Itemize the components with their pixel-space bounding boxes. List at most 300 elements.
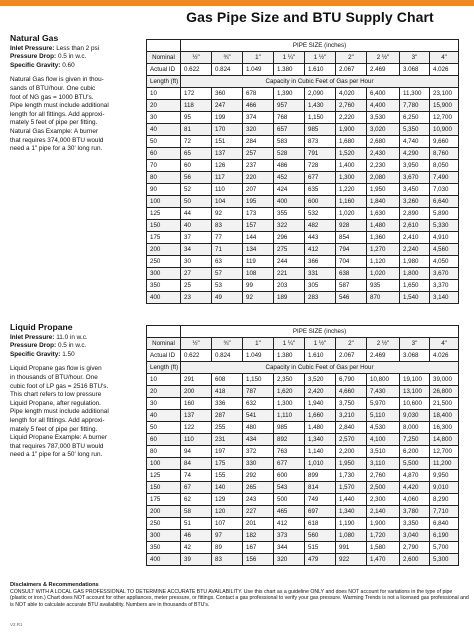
capacity-cell: 151: [212, 136, 243, 148]
capacity-cell: 372: [243, 446, 274, 458]
capacity-cell: 7,780: [400, 100, 430, 112]
capacity-cell: 40: [181, 220, 212, 232]
description-line: need a 1" pipe for a 30' long run.: [10, 145, 103, 153]
nominal-cell: ½": [181, 338, 212, 350]
capacity-cell: 4,740: [400, 136, 430, 148]
capacity-cell: 46: [181, 530, 212, 542]
capacity-cell: 201: [243, 518, 274, 530]
capacity-cell: 583: [274, 136, 305, 148]
capacity-cell: 107: [212, 518, 243, 530]
capacity-cell: 635: [305, 184, 336, 196]
description-line: length for all fittings. Add approxi-: [10, 110, 105, 118]
nominal-cell: 1 ¼": [274, 338, 305, 350]
length-cell: 175: [147, 494, 181, 506]
capacity-cell: 134: [243, 244, 274, 256]
capacity-cell: 172: [181, 88, 212, 100]
capacity-cell: 870: [367, 292, 400, 304]
spec-value: Less than 2 psi: [56, 44, 100, 52]
description-line: foot of NG gas = 1000 BTU's.: [10, 93, 94, 101]
capacity-cell: 247: [212, 100, 243, 112]
capacity-cell: 39: [181, 554, 212, 566]
capacity-cell: 480: [243, 422, 274, 434]
capacity-cell: 6,840: [430, 518, 459, 530]
capacity-cell: 11,200: [430, 458, 459, 470]
capacity-cell: 2,570: [336, 434, 367, 446]
description-line: Liquid Propane Example: A burner: [10, 434, 107, 442]
description-line: mately 5 feet of pipe per fitting.: [10, 425, 98, 433]
capacity-cell: 412: [305, 244, 336, 256]
description-line: Pipe length must include additional: [10, 102, 109, 110]
capacity-cell: 4,660: [336, 386, 367, 398]
description-line: length for all fittings. Add approxi-: [10, 416, 105, 424]
capacity-cell: 3,260: [400, 196, 430, 208]
capacity-cell: 157: [243, 220, 274, 232]
capacity-cell: 3,780: [400, 506, 430, 518]
capacity-cell: 1,480: [305, 422, 336, 434]
capacity-cell: 2,610: [400, 220, 430, 232]
table-row: [147, 112, 459, 124]
spec-label: Inlet Pressure:: [10, 44, 55, 52]
capacity-cell: 203: [274, 280, 305, 292]
actual-id-cell: 1.610: [305, 64, 336, 76]
table-row: [147, 470, 459, 482]
length-cell: 125: [147, 470, 181, 482]
capacity-cell: 704: [336, 256, 367, 268]
capacity-cell: 3,530: [367, 112, 400, 124]
nominal-cell: 2 ½": [367, 338, 400, 350]
capacity-cell: 482: [305, 220, 336, 232]
capacity-cell: 265: [243, 482, 274, 494]
capacity-cell: 763: [274, 446, 305, 458]
table-row: [147, 196, 459, 208]
capacity-cell: 11,300: [400, 88, 430, 100]
nominal-cell: 2": [336, 52, 367, 64]
table-row: [147, 446, 459, 458]
capacity-cell: 63: [212, 256, 243, 268]
capacity-cell: 854: [336, 232, 367, 244]
capacity-cell: 2,430: [367, 148, 400, 160]
capacity-cell: 50: [181, 196, 212, 208]
capacity-cell: 72: [181, 136, 212, 148]
empty-cell: [147, 326, 181, 338]
capacity-cell: 8,760: [430, 148, 459, 160]
capacity-cell: 104: [212, 196, 243, 208]
length-cell: 10: [147, 374, 181, 386]
capacity-cell: 1,010: [305, 458, 336, 470]
capacity-cell: 126: [212, 160, 243, 172]
natural-gas-heading: Natural Gas: [10, 33, 59, 43]
capacity-cell: 283: [305, 292, 336, 304]
capacity-cell: 275: [274, 244, 305, 256]
spec-label: Specific Gravity:: [10, 350, 61, 358]
length-cell: 100: [147, 458, 181, 470]
capacity-cell: 1,140: [305, 446, 336, 458]
length-cell: 125: [147, 208, 181, 220]
disclaimer: [10, 582, 470, 608]
capacity-cell: 6,640: [430, 196, 459, 208]
spec-line: [10, 53, 138, 62]
length-cell: 300: [147, 530, 181, 542]
capacity-cell: 1,300: [274, 398, 305, 410]
capacity-cell: 1,620: [274, 386, 305, 398]
capacity-cell: 8,050: [430, 160, 459, 172]
description-line: Liquid Propane, after regulation.: [10, 399, 101, 407]
table-row: [147, 292, 459, 304]
capacity-cell: 500: [274, 494, 305, 506]
nominal-cell: 1 ¼": [274, 52, 305, 64]
length-cell: 300: [147, 268, 181, 280]
capacity-cell: 10,600: [400, 398, 430, 410]
description-line: Pipe length must include additional: [10, 408, 109, 416]
capacity-cell: 65: [181, 148, 212, 160]
length-cell: 30: [147, 398, 181, 410]
actual-id-cell: 4.026: [430, 350, 459, 362]
capacity-cell: 19,100: [400, 374, 430, 386]
description-line: sands of BTU/hour. One cubic: [10, 84, 96, 92]
capacity-cell: 3,020: [367, 124, 400, 136]
spec-value: 0.5 in w.c.: [57, 342, 87, 350]
capacity-cell: 360: [212, 88, 243, 100]
capacity-cell: 928: [336, 220, 367, 232]
capacity-cell: 985: [274, 422, 305, 434]
length-cell: 150: [147, 220, 181, 232]
capacity-cell: 122: [181, 422, 212, 434]
length-cell: 400: [147, 554, 181, 566]
capacity-cell: 62: [181, 494, 212, 506]
capacity-cell: 2,240: [400, 244, 430, 256]
table-row: [147, 398, 459, 410]
actual-id-cell: 3.068: [400, 64, 430, 76]
length-cell: 350: [147, 542, 181, 554]
capacity-cell: 935: [367, 280, 400, 292]
capacity-cell: 25: [181, 280, 212, 292]
capacity-cell: 10,900: [430, 124, 459, 136]
capacity-cell: 452: [274, 172, 305, 184]
table-row: [147, 280, 459, 292]
capacity-cell: 10,800: [367, 374, 400, 386]
capacity-cell: 677: [274, 458, 305, 470]
pipe-size-label: PIPE SIZE (inches): [181, 326, 459, 338]
capacity-cell: 3,110: [367, 458, 400, 470]
capacity-cell: 15,900: [430, 100, 459, 112]
length-cell: 30: [147, 112, 181, 124]
capacity-cell: 26,800: [430, 386, 459, 398]
capacity-cell: 155: [212, 470, 243, 482]
capacity-cell: 16,300: [430, 422, 459, 434]
capacity-cell: 1,020: [336, 208, 367, 220]
capacity-cell: 2,230: [367, 160, 400, 172]
capacity-cell: 443: [305, 232, 336, 244]
capacity-cell: 587: [336, 280, 367, 292]
capacity-cell: 1,540: [400, 292, 430, 304]
capacity-cell: 1,360: [367, 232, 400, 244]
capacity-cell: 1,160: [336, 196, 367, 208]
capacity-cell: 34: [181, 244, 212, 256]
capacity-cell: 257: [243, 148, 274, 160]
spec-line: [10, 45, 138, 54]
nominal-cell: 3": [400, 338, 430, 350]
capacity-cell: 2,840: [336, 422, 367, 434]
liquid-propane-description: [10, 365, 138, 460]
capacity-cell: 5,500: [400, 458, 430, 470]
length-cell: 60: [147, 434, 181, 446]
capacity-cell: 728: [305, 160, 336, 172]
nominal-cell: 2 ½": [367, 52, 400, 64]
capacity-cell: 14,800: [430, 434, 459, 446]
nominal-cell: 3": [400, 52, 430, 64]
actual-id-cell: 3.068: [400, 350, 430, 362]
capacity-cell: 3,210: [336, 410, 367, 422]
table-row: [147, 220, 459, 232]
capacity-cell: 207: [243, 184, 274, 196]
spec-value: 11.0 in w.c.: [56, 333, 88, 341]
nominal-cell: 4": [430, 52, 459, 64]
length-cell: 20: [147, 100, 181, 112]
nominal-label: Nominal: [147, 338, 181, 350]
table-row: [147, 160, 459, 172]
capacity-cell: 2,140: [367, 506, 400, 518]
capacity-cell: 1,950: [367, 184, 400, 196]
capacity-cell: 296: [274, 232, 305, 244]
capacity-cell: 1,080: [336, 530, 367, 542]
capacity-cell: 677: [305, 172, 336, 184]
capacity-cell: 81: [181, 124, 212, 136]
capacity-cell: 366: [305, 256, 336, 268]
capacity-cell: 6,200: [400, 446, 430, 458]
capacity-cell: 167: [243, 542, 274, 554]
capacity-cell: 424: [274, 184, 305, 196]
capacity-cell: 3,750: [336, 398, 367, 410]
capacity-cell: 899: [305, 470, 336, 482]
capacity-cell: 3,370: [430, 280, 459, 292]
capacity-cell: 749: [305, 494, 336, 506]
length-cell: 175: [147, 232, 181, 244]
capacity-cell: 30: [181, 256, 212, 268]
spec-label: Specific Gravity:: [10, 61, 61, 69]
capacity-cell: 175: [212, 458, 243, 470]
capacity-cell: 7,250: [400, 434, 430, 446]
capacity-cell: 1,150: [305, 112, 336, 124]
capacity-cell: 5,330: [430, 220, 459, 232]
capacity-cell: 4,910: [430, 232, 459, 244]
liquid-propane-specs: [10, 334, 138, 360]
capacity-cell: 173: [243, 208, 274, 220]
capacity-cell: 1,440: [336, 494, 367, 506]
capacity-cell: 1,390: [274, 88, 305, 100]
table-row: [147, 184, 459, 196]
length-cell: 250: [147, 256, 181, 268]
capacity-cell: 200: [181, 386, 212, 398]
length-cell: 80: [147, 446, 181, 458]
table-row: [147, 136, 459, 148]
capacity-cell: 94: [181, 446, 212, 458]
table-row: [147, 422, 459, 434]
capacity-cell: 957: [274, 100, 305, 112]
capacity-cell: 60: [181, 160, 212, 172]
capacity-cell: 160: [181, 398, 212, 410]
actual-id-cell: 4.026: [430, 64, 459, 76]
description-line: cubic foot of LP gas = 2516 BTU's.: [10, 382, 109, 390]
capacity-cell: 170: [212, 124, 243, 136]
capacity-cell: 92: [243, 292, 274, 304]
liquid-propane-heading: Liquid Propane: [10, 322, 73, 332]
table-row: [147, 172, 459, 184]
capacity-cell: 144: [243, 232, 274, 244]
table-row: [147, 386, 459, 398]
capacity-cell: 244: [274, 256, 305, 268]
table-row: [147, 506, 459, 518]
actual-id-label: Actual ID: [147, 350, 181, 362]
capacity-cell: 543: [274, 482, 305, 494]
empty-cell: [147, 40, 181, 52]
capacity-cell: 118: [181, 100, 212, 112]
capacity-cell: 541: [243, 410, 274, 422]
capacity-cell: 287: [212, 410, 243, 422]
capacity-cell: 71: [212, 244, 243, 256]
actual-id-cell: 0.824: [212, 64, 243, 76]
capacity-cell: 1,980: [400, 256, 430, 268]
pipe-size-header-row: [147, 40, 459, 52]
length-cell: 40: [147, 410, 181, 422]
disclaimer-heading: Disclaimers & Recommendations: [10, 582, 99, 588]
capacity-cell: 39,000: [430, 374, 459, 386]
description-line: Natural Gas flow is given in thou-: [10, 76, 104, 84]
capacity-cell: 787: [243, 386, 274, 398]
capacity-cell: 284: [243, 136, 274, 148]
capacity-cell: 53: [212, 280, 243, 292]
capacity-cell: 922: [336, 554, 367, 566]
capacity-cell: 1,340: [336, 506, 367, 518]
length-cell: 200: [147, 506, 181, 518]
capacity-cell: 292: [243, 470, 274, 482]
capacity-cell: 51: [181, 518, 212, 530]
actual-id-label: Actual ID: [147, 64, 181, 76]
length-cell: 200: [147, 244, 181, 256]
description-line: Natural Gas Example: A burner: [10, 127, 99, 135]
capacity-cell: 12,700: [430, 112, 459, 124]
capacity-cell: 1,570: [336, 482, 367, 494]
actual-id-cell: 2.469: [367, 350, 400, 362]
capacity-cell: 4,290: [400, 148, 430, 160]
length-label: Length (ft): [147, 362, 181, 374]
capacity-cell: 1,020: [367, 268, 400, 280]
capacity-cell: 23,100: [430, 88, 459, 100]
nominal-cell: 1": [243, 338, 274, 350]
table-row: [147, 542, 459, 554]
capacity-cell: 528: [274, 148, 305, 160]
description-line: that requires 374,000 BTU would: [10, 136, 104, 144]
spec-value: 1.50: [62, 350, 75, 358]
capacity-cell: 322: [274, 220, 305, 232]
capacity-cell: 1,940: [305, 398, 336, 410]
capacity-cell: 4,870: [400, 470, 430, 482]
nominal-row: [147, 338, 459, 350]
spec-line: [10, 62, 138, 71]
pipe-size-label: PIPE SIZE (inches): [181, 40, 459, 52]
capacity-cell: 119: [243, 256, 274, 268]
capacity-cell: 291: [181, 374, 212, 386]
capacity-cell: 2,410: [400, 232, 430, 244]
capacity-cell: 373: [274, 530, 305, 542]
capacity-cell: 412: [274, 518, 305, 530]
actual-id-cell: 1.380: [274, 64, 305, 76]
capacity-cell: 466: [243, 100, 274, 112]
capacity-cell: 305: [305, 280, 336, 292]
capacity-cell: 1,840: [367, 196, 400, 208]
capacity-cell: 400: [274, 196, 305, 208]
capacity-cell: 255: [212, 422, 243, 434]
capacity-cell: 12,700: [430, 446, 459, 458]
capacity-cell: 237: [243, 160, 274, 172]
table-row: [147, 124, 459, 136]
capacity-cell: 479: [305, 554, 336, 566]
capacity-cell: 3,510: [367, 446, 400, 458]
length-cell: 100: [147, 196, 181, 208]
capacity-cell: 768: [274, 112, 305, 124]
actual-id-cell: 1.610: [305, 350, 336, 362]
capacity-cell: 120: [212, 506, 243, 518]
actual-id-cell: 1.049: [243, 64, 274, 76]
capacity-cell: 2,600: [400, 554, 430, 566]
capacity-cell: 991: [336, 542, 367, 554]
capacity-cell: 4,420: [400, 482, 430, 494]
capacity-cell: 3,520: [305, 374, 336, 386]
capacity-cell: 1,480: [367, 220, 400, 232]
capacity-cell: 892: [274, 434, 305, 446]
nominal-cell: 1 ½": [305, 338, 336, 350]
capacity-cell: 2,080: [367, 172, 400, 184]
capacity-cell: 6,400: [367, 88, 400, 100]
capacity-cell: 110: [212, 184, 243, 196]
capacity-cell: 2,680: [367, 136, 400, 148]
capacity-cell: 140: [212, 482, 243, 494]
capacity-cell: 2,420: [305, 386, 336, 398]
capacity-cell: 7,430: [367, 386, 400, 398]
capacity-cell: 486: [274, 160, 305, 172]
capacity-cell: 1,730: [336, 470, 367, 482]
capacity-cell: 336: [212, 398, 243, 410]
capacity-cell: 2,500: [367, 482, 400, 494]
capacity-cell: 1,110: [274, 410, 305, 422]
liquid-propane-table: [146, 325, 459, 566]
table-row: [147, 410, 459, 422]
actual-id-cell: 0.622: [181, 64, 212, 76]
capacity-cell: 2,350: [274, 374, 305, 386]
capacity-cell: 110: [181, 434, 212, 446]
capacity-cell: 2,790: [400, 542, 430, 554]
length-cell: 80: [147, 172, 181, 184]
capacity-cell: 608: [212, 374, 243, 386]
capacity-cell: 331: [305, 268, 336, 280]
nominal-cell: ¾": [212, 52, 243, 64]
capacity-cell: 638: [336, 268, 367, 280]
capacity-cell: 1,580: [367, 542, 400, 554]
capacity-cell: 42: [181, 542, 212, 554]
capacity-cell: 632: [243, 398, 274, 410]
description-line: Liquid Propane gas flow is given: [10, 365, 102, 373]
capacity-cell: 344: [274, 542, 305, 554]
capacity-cell: 1,800: [400, 268, 430, 280]
capacity-cell: 4,100: [367, 434, 400, 446]
spec-value: 0.5 in w.c.: [57, 53, 87, 61]
actual-id-cell: 2.469: [367, 64, 400, 76]
description-line: need a 1" pipe for a 50' long run.: [10, 451, 103, 459]
capacity-cell: 5,700: [430, 542, 459, 554]
length-cell: 350: [147, 280, 181, 292]
brand-bar: [0, 0, 474, 6]
capacity-cell: 156: [243, 554, 274, 566]
nominal-cell: 4": [430, 338, 459, 350]
